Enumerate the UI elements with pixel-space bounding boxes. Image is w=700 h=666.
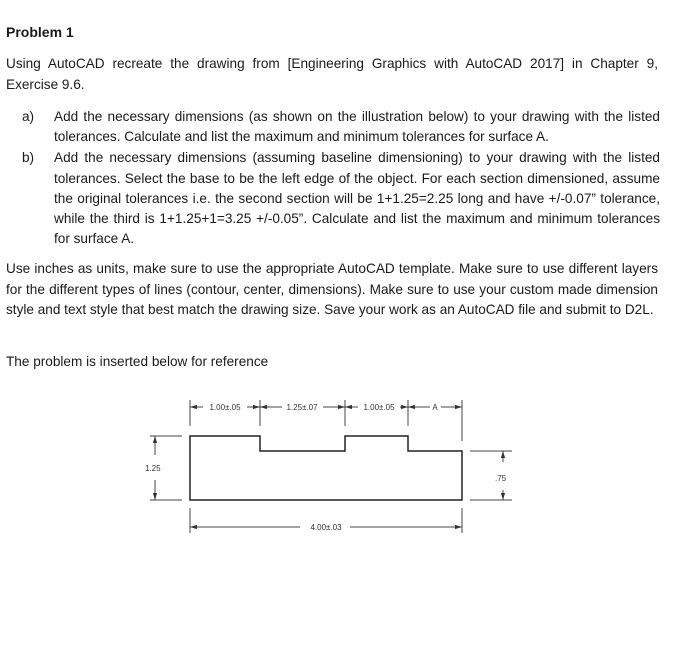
intro-paragraph: Using AutoCAD recreate the drawing from [Engineering Graphics with AutoCAD 2017] in Chapter 9, Exercise 9.6. bbox=[6, 56, 658, 92]
instructions-paragraph: Use inches as units, make sure to use the appropriate AutoCAD template. Make sure to use different layers for the different types of lines (contour, center, dimensions). Make sure to use your custom made dimension style and text style that best match the drawing size. Save your work as an AutoCAD file and submit to D2L. bbox=[6, 261, 658, 317]
problem-title: Problem 1 bbox=[6, 24, 74, 40]
dim-right-height-label: .75 bbox=[495, 474, 507, 483]
task-marker-a: a) bbox=[22, 109, 35, 124]
task-text-a: Add the necessary dimensions (as shown on the illustration below) to your drawing with the listed tolerances. Calculate and list the maximum and minimum tolerances for surface A. bbox=[54, 109, 660, 145]
reference-note: The problem is inserted below for reference bbox=[6, 354, 269, 369]
part-outline bbox=[190, 436, 462, 500]
dim-bottom-width-label: 4.00±.03 bbox=[310, 523, 342, 532]
dim-top-4-label: A bbox=[432, 403, 438, 412]
task-marker-b: b) bbox=[22, 150, 35, 166]
task-text-b: Add the necessary dimensions (assuming baseline dimensioning) to your drawing with the listed tolerances. Select the base to be the left edge of the object. For each section dimensioned, assume the original tolerances i.e. the second section will be 1+1.25=2.25 long and have +/-0.07” tolerance, while the third is 1+1.25+1=3.25 +/-0.05”. Calculate and list the maximum and minimum tolerances for surface A. bbox=[54, 150, 660, 247]
dim-left-height-label: 1.25 bbox=[145, 464, 161, 473]
dim-top-2-label: 1.25±.07 bbox=[286, 403, 318, 412]
dim-top-1-label: 1.00±.05 bbox=[209, 403, 241, 412]
dim-top-3-label: 1.00±.05 bbox=[363, 403, 395, 412]
